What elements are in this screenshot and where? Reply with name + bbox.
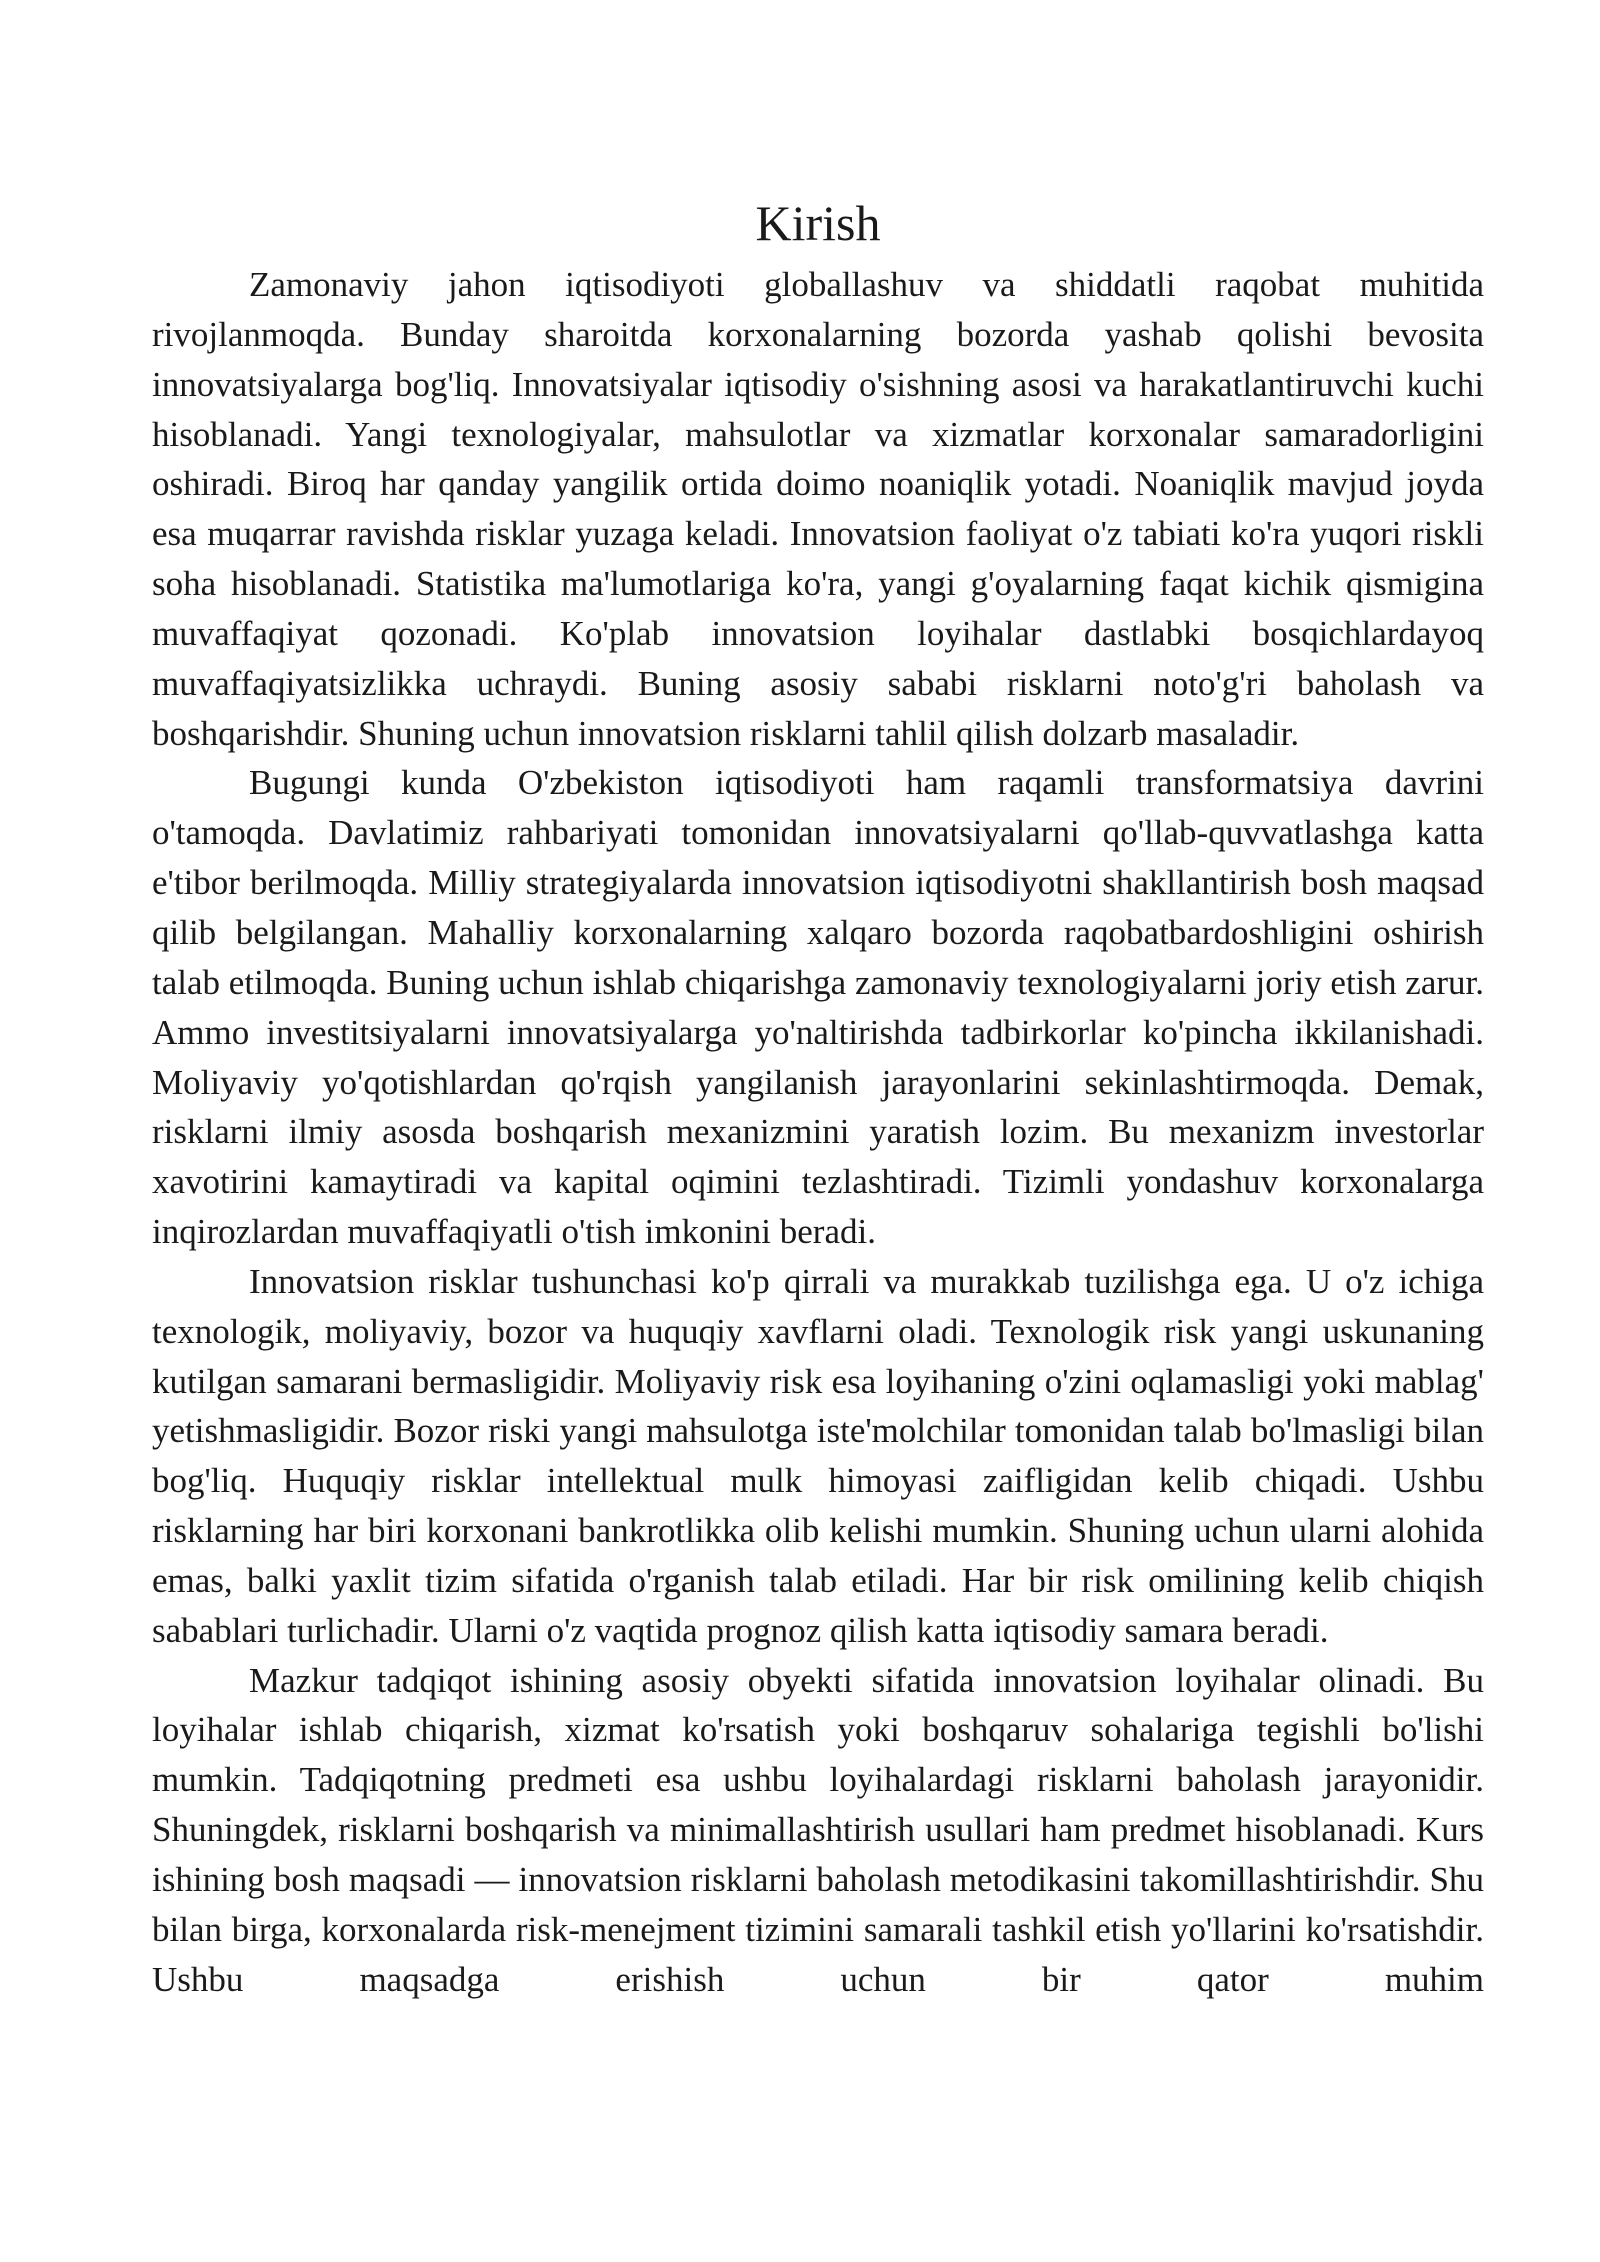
paragraph-2: Bugungi kunda O'zbekiston iqtisodiyoti ham raqamli transformatsiya davrini o'tamoqda. Davlatimiz rahbariyati tomonidan innovatsiyalarni qo'llab-quvvatlashga katta e'tibor berilmoqda. Milliy strategiyalarda innovatsion iqtisodiyotni shakllantirish bosh maqsad qilib belgilangan. Mahalliy korxonalarning xalqaro bozorda raqobatbardoshligini oshirish talab etilmoqda. Buning uchun ishlab chiqarishga zamonaviy texnologiyalarni joriy etish zarur. Ammo investitsiyalarni innovatsiyalarga yo'naltirishda tadbirkorlar ko'pincha ikkilanishadi. Moliyaviy yo'qotishlardan qo'rqish yangilanish jarayonlarini sekinlashtirmoqda. Demak, risklarni ilmiy asosda boshqarish mexanizmini yaratish lozim. Bu mexanizm investorlar xavotirini kamaytiradi va kapital oqimini tezlashtiradi. Tizimli yondashuv korxonalarga inqirozlardan muvaffaqiyatli o'tish imkonini beradi. bbox=[152, 763, 1484, 1252]
paragraph-4: Mazkur tadqiqot ishining asosiy obyekti sifatida innovatsion loyihalar olinadi. Bu loyihalar ishlab chiqarish, xizmat ko'rsatish yoki boshqaruv sohalariga tegishli bo'lishi mumkin. Tadqiqotning predmeti esa ushbu loyihalardagi risklarni baholash jarayonidir. Shuningdek, risklarni boshqarish va minimallashtirish usullari ham predmet hisoblanadi. Kurs ishining bosh maqsadi — innovatsion risklarni baholash metodikasini takomillashtirishdir. Shu bilan birga, korxonalarda risk-menejment tizimini samarali tashkil etish yo'llarini ko'rsatishdir. Ushbu maqsadga erishish uchun bir qator muhim bbox=[152, 1660, 1484, 1999]
document-body bbox=[152, 186, 1484, 2005]
page-title: Kirish bbox=[755, 195, 881, 251]
paragraph-3: Innovatsion risklar tushunchasi ko'p qirrali va murakkab tuzilishga ega. U o'z ichiga texnologik, moliyaviy, bozor va huquqiy xavflarni oladi. Texnologik risk yangi uskunaning kutilgan samarani bermasligidir. Moliyaviy risk esa loyihaning o'zini oqlamasligi yoki mablag' yetishmasligidir. Bozor riski yangi mahsulotga iste'molchilar tomonidan talab bo'lmasligi bilan bog'liq. Huquqiy risklar intellektual mulk himoyasi zaifligidan kelib chiqadi. Ushbu risklarning har biri korxonani bankrotlikka olib kelishi mumkin. Shuning uchun ularni alohida emas, balki yaxlit tizim sifatida o'rganish talab etiladi. Har bir risk omilining kelib chiqish sabablari turlichadir. Ularni o'z vaqtida prognoz qilish katta iqtisodiy samara beradi. bbox=[152, 1261, 1484, 1650]
paragraph-1: Zamonaviy jahon iqtisodiyoti globallashuv va shiddatli raqobat muhitida rivojlanmoqda. Bunday sharoitda korxonalarning bozorda yashab qolishi bevosita innovatsiyalarga bog'liq. Innovatsiyalar iqtisodiy o'sishning asosi va harakatlantiruvchi kuchi hisoblanadi. Yangi texnologiyalar, mahsulotlar va xizmatlar korxonalar samaradorligini oshiradi. Biroq har qanday yangilik ortida doimo noaniqlik yotadi. Noaniqlik mavjud joyda esa muqarrar ravishda risklar yuzaga keladi. Innovatsion faoliyat o'z tabiati ko'ra yuqori riskli soha hisoblanadi. Statistika ma'lumotlariga ko'ra, yangi g'oyalarning faqat kichik qismigina muvaffaqiyat qozonadi. Ko'plab innovatsion loyihalar dastlabki bosqichlardayoq muvaffaqiyatsizlikka uchraydi. Buning asosiy sababi risklarni noto'g'ri baholash va boshqarishdir. Shuning uchun innovatsion risklarni tahlil qilish dolzarb masaladir. bbox=[152, 265, 1484, 753]
